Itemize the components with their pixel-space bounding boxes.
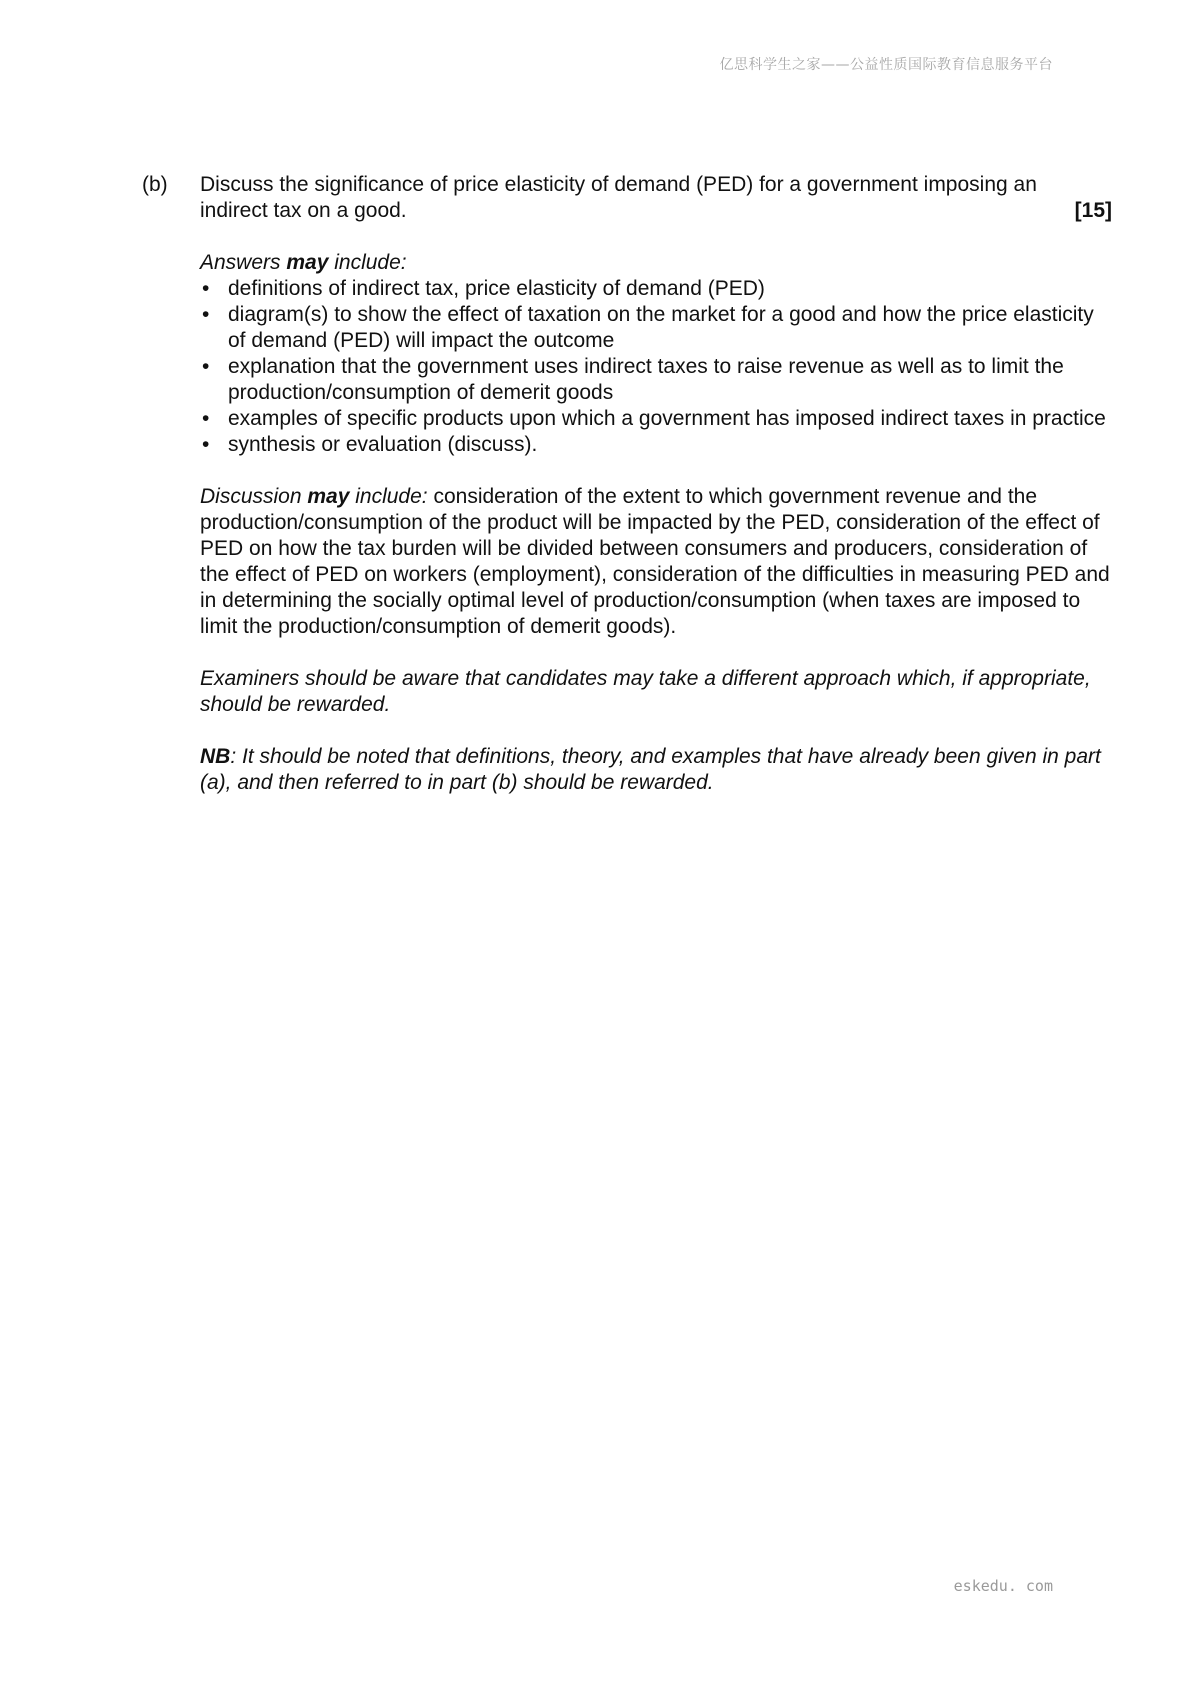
list-item-text: definitions of indirect tax, price elasticity of demand (PED) bbox=[228, 277, 765, 300]
list-item-text: examples of specific products upon which a government has imposed indirect taxes in practice bbox=[228, 407, 1106, 430]
answer-list bbox=[200, 276, 1112, 458]
answers-heading bbox=[200, 250, 1112, 276]
question-body bbox=[200, 172, 1112, 796]
bullet-icon: • bbox=[202, 433, 210, 456]
discussion-lead-bold: may bbox=[307, 485, 350, 508]
nb-text: : It should be noted that definitions, theory, and examples that have already been given in part (a), and then referred to in part (b) should be rewarded. bbox=[200, 745, 1101, 794]
answers-heading-post: include: bbox=[328, 251, 407, 274]
discussion-lead-pre: Discussion bbox=[200, 485, 308, 508]
list-item bbox=[200, 302, 1112, 354]
nb-note bbox=[200, 744, 1112, 796]
answers-heading-bold: may bbox=[286, 251, 329, 274]
footer-watermark: eskedu. com bbox=[953, 1577, 1053, 1595]
bullet-icon: • bbox=[202, 407, 210, 430]
list-item bbox=[200, 276, 1112, 302]
nb-label: NB bbox=[200, 745, 231, 768]
discussion-text: consideration of the extent to which government revenue and the production/consumption of the product will be impacted by the PED, consideration of the effect of PED on how the tax burden will be divided between consumers and producers, consideration of the effect of PED on workers (employment), consideration of the difficulties in measuring PED and in determining the socially optimal level of production/consumption (when taxes are imposed to limit the production/consumption of demerit goods). bbox=[200, 485, 1110, 638]
question-label: (b) bbox=[142, 173, 168, 196]
answers-heading-pre: Answers bbox=[200, 251, 287, 274]
question-text: Discuss the significance of price elasticity of demand (PED) for a government imposing an indirect tax on a good. bbox=[200, 173, 1037, 222]
list-item bbox=[200, 354, 1112, 406]
question-marks: [15] bbox=[1074, 199, 1112, 222]
discussion-lead-post: include: bbox=[349, 485, 428, 508]
bullet-icon: • bbox=[202, 303, 210, 326]
discussion-lead bbox=[200, 485, 428, 508]
bullet-icon: • bbox=[202, 277, 210, 300]
list-item bbox=[200, 406, 1112, 432]
bullet-icon: • bbox=[202, 355, 210, 378]
header-watermark: 亿思科学生之家——公益性质国际教育信息服务平台 bbox=[719, 57, 1053, 73]
list-item-text: diagram(s) to show the effect of taxation on the market for a good and how the price elasticity of demand (PED) will impact the outcome bbox=[228, 303, 1094, 352]
list-item bbox=[200, 432, 1112, 458]
list-item-text: synthesis or evaluation (discuss). bbox=[228, 433, 538, 456]
list-item-text: explanation that the government uses indirect taxes to raise revenue as well as to limit the production/consumption of demerit goods bbox=[228, 355, 1064, 404]
discussion-paragraph bbox=[200, 484, 1112, 640]
examiners-note: Examiners should be aware that candidates may take a different approach which, if appropriate, should be rewarded. bbox=[200, 667, 1091, 716]
